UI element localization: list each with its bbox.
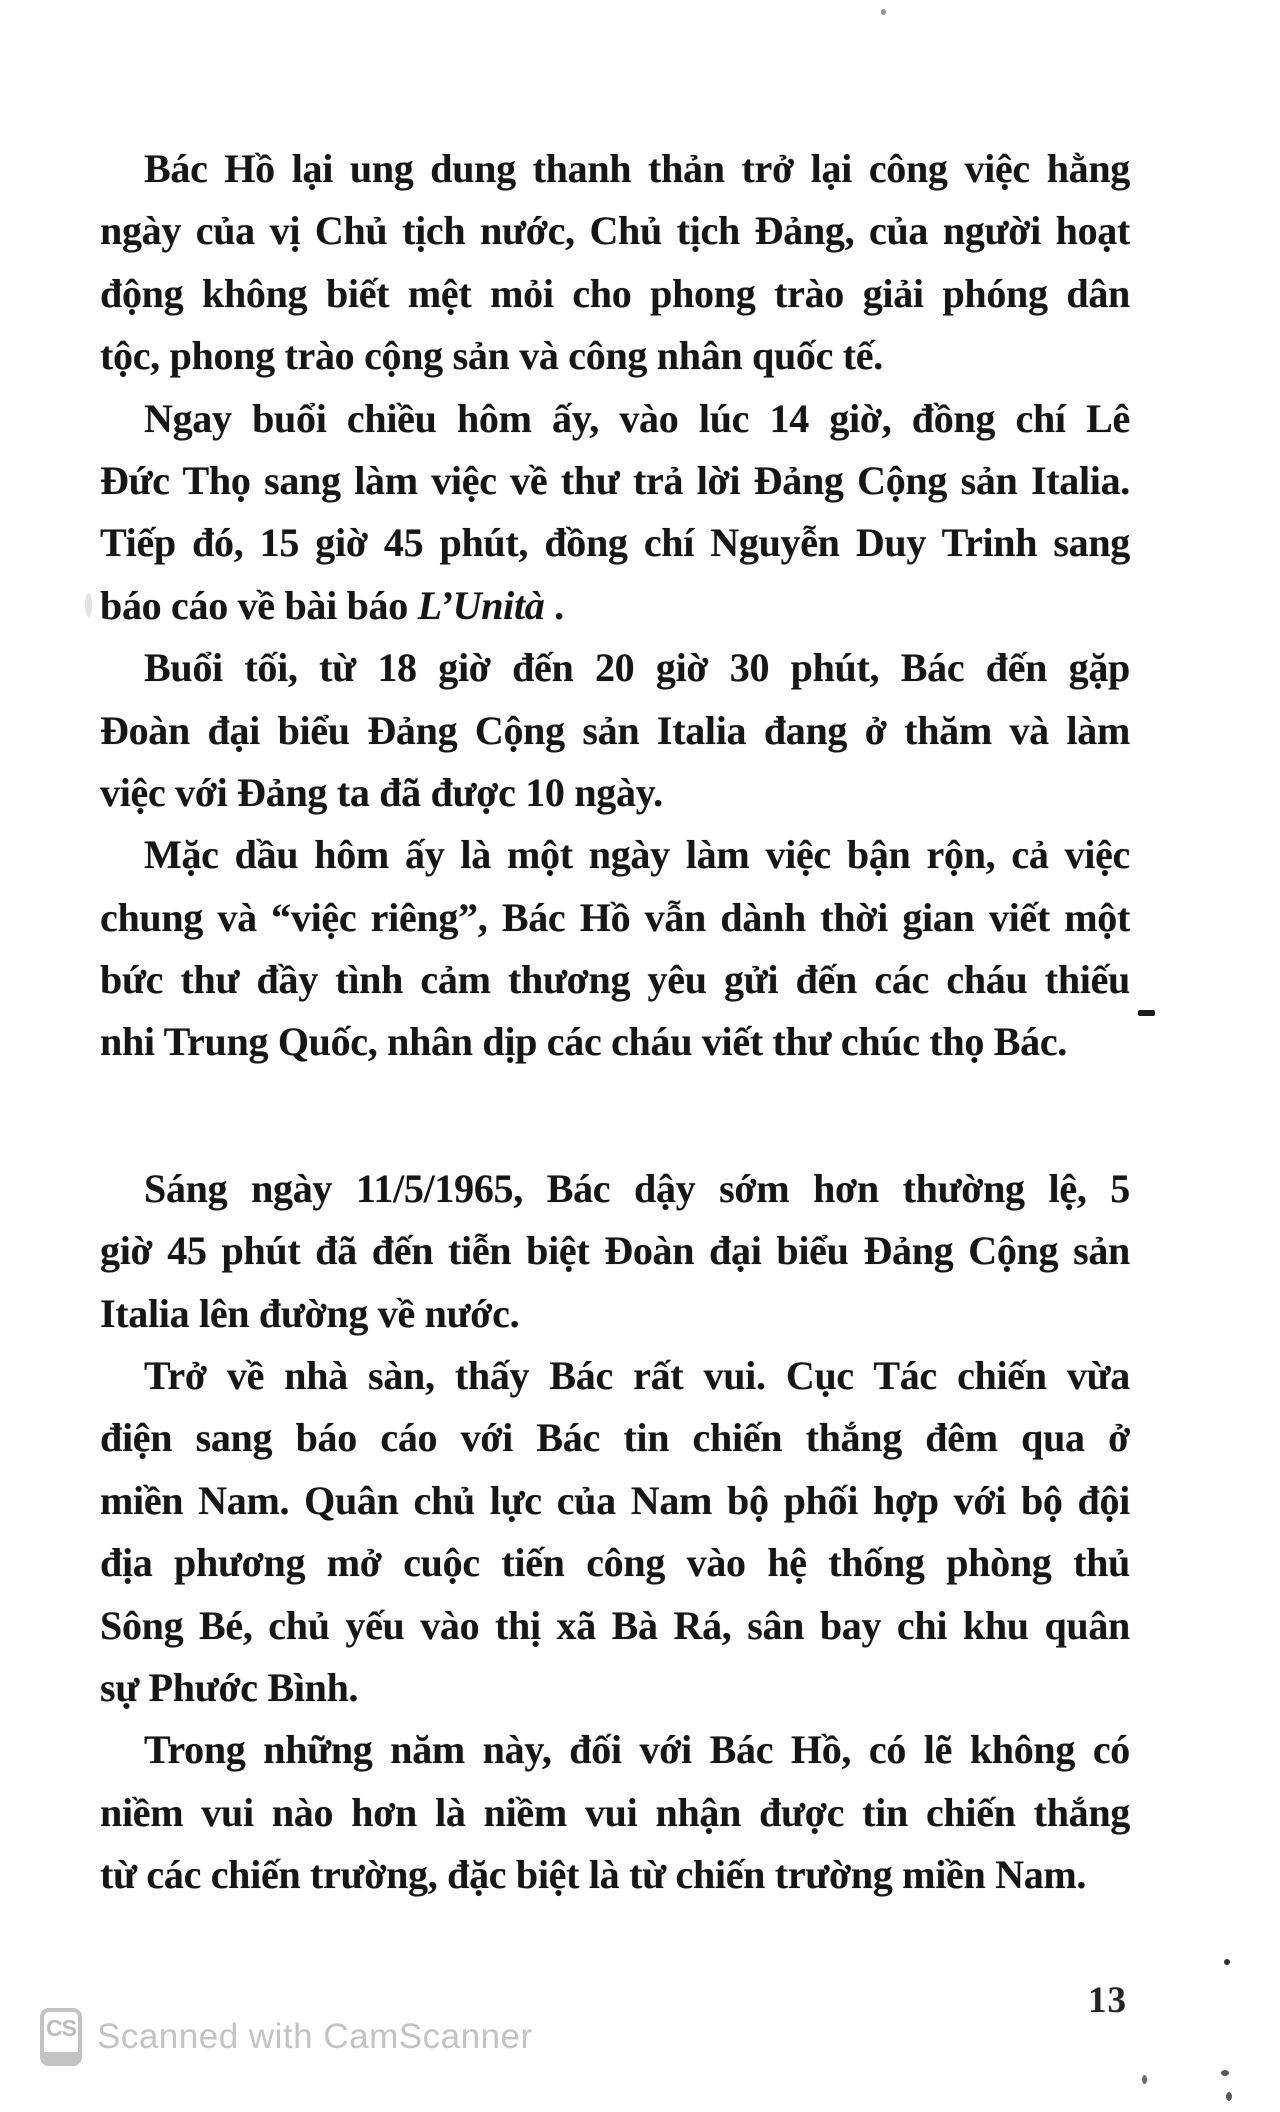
cs-badge-bottom-bar <box>40 2052 82 2066</box>
text-line: Trở về nhà sàn, thấy Bác rất vui. Cục Tác chiến vừa <box>144 1353 1130 1399</box>
text-line: sự Phước Bình. <box>100 1664 359 1710</box>
text-line: Đức Thọ sang làm việc về thư trả lời Đảng Cộng sản Italia. <box>100 457 1130 503</box>
text-line: Tiếp đó, 15 giờ 45 phút, đồng chí Nguyễn Duy Trinh sang <box>100 520 1130 566</box>
text-block <box>100 138 1130 1907</box>
text-line: chung và “việc riêng”, Bác Hồ vẫn dành thời gian viết một <box>100 894 1130 940</box>
speck-bottom-right-b <box>1226 2092 1232 2101</box>
cs-badge-label: CS <box>46 2015 76 2041</box>
text-line: địa phương mở cuộc tiến công vào hệ thống phòng thủ <box>100 1540 1130 1586</box>
text-line: Trong những năm này, đối với Bác Hồ, có lẽ không có <box>144 1727 1130 1773</box>
text-line: báo cáo về bài báo L’Unità . <box>100 582 564 628</box>
text-line: bức thư đầy tình cảm thương yêu gửi đến các cháu thiếu <box>100 957 1130 1003</box>
text-line: điện sang báo cáo với Bác tin chiến thắng đêm qua ở <box>100 1415 1130 1461</box>
text-line: Mặc dầu hôm ấy là một ngày làm việc bận rộn, cả việc <box>144 832 1130 878</box>
text-line: việc với Đảng ta đã được 10 ngày. <box>100 769 663 815</box>
stray-hyphen-mark <box>1138 1010 1155 1016</box>
text-line: từ các chiến trường, đặc biệt là từ chiến trường miền Nam. <box>100 1852 1087 1898</box>
text-line: niềm vui nào hơn là niềm vui nhận được tin chiến thắng <box>100 1789 1130 1835</box>
speck-bottom-right-a <box>1221 2070 1229 2076</box>
watermark-label: Scanned with CamScanner <box>97 2017 533 2056</box>
text-line: Bác Hồ lại ung dung thanh thản trở lại công việc hằng <box>144 146 1130 191</box>
page-number: 13 <box>1088 1980 1127 2021</box>
text-line: miền Nam. Quân chủ lực của Nam bộ phối hợp với bộ đội <box>100 1477 1130 1523</box>
text-line: động không biết mệt mỏi cho phong trào giải phóng dân <box>100 270 1130 316</box>
text-line: Đoàn đại biểu Đảng Cộng sản Italia đang ở thăm và làm <box>100 707 1130 753</box>
speck-top-right <box>881 9 886 15</box>
smudge-left-edge <box>85 593 92 617</box>
dot-above-page-number <box>1224 1959 1230 1965</box>
text-line: Ngay buổi chiều hôm ấy, vào lúc 14 giờ, đồng chí Lê <box>144 395 1130 441</box>
text-line: nhi Trung Quốc, nhân dịp các cháu viết thư chúc thọ Bác. <box>100 1019 1068 1065</box>
text-line: Buổi tối, từ 18 giờ đến 20 giờ 30 phút, Bác đến gặp <box>144 645 1130 691</box>
text-line: Sông Bé, chủ yếu vào thị xã Bà Rá, sân bay chi khu quân <box>100 1602 1130 1648</box>
text-line: Italia lên đường về nước. <box>100 1290 520 1336</box>
text-line: tộc, phong trào cộng sản và công nhân quốc tế. <box>100 333 883 379</box>
paragraph-gap <box>100 1074 1130 1158</box>
camscanner-watermark <box>40 2008 533 2066</box>
text-line: Sáng ngày 11/5/1965, Bác dậy sớm hơn thường lệ, 5 <box>144 1165 1130 1211</box>
text-line: ngày của vị Chủ tịch nước, Chủ tịch Đảng, của người hoạt <box>100 208 1130 254</box>
speck-bottom-left-of-13 <box>1142 2075 1147 2084</box>
camscanner-logo-icon <box>40 2008 82 2066</box>
text-line: giờ 45 phút đã đến tiễn biệt Đoàn đại biểu Đảng Cộng sản <box>100 1228 1130 1274</box>
